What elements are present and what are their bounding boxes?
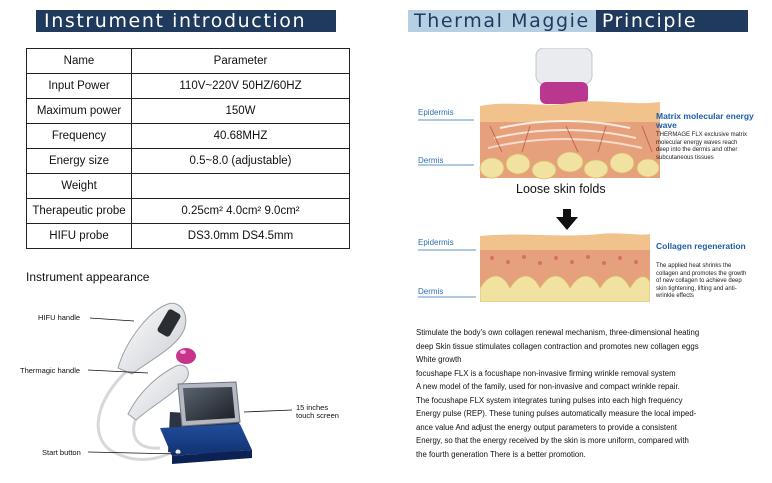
matrix-energy-text: THERMAGE FLX exclusive matrix molecular energy waves reach deep into the dermis and other subcutaneous tissues xyxy=(656,132,748,161)
epidermis-label-bottom: Epidermis xyxy=(418,238,454,247)
start-button-label: Start button xyxy=(42,448,81,457)
thermagic-callout-line xyxy=(88,370,148,373)
paragraph-line: Energy pulse (REP). These tuning pulses automatically measure the local imped- xyxy=(416,409,697,418)
table-row xyxy=(27,199,350,224)
principle-banner xyxy=(408,10,748,32)
paragraph-line: The focushape FLX system integrates tuning pulses into each high frequency xyxy=(416,395,683,405)
thermagic-handle-label: Thermagic handle xyxy=(20,366,81,375)
row-name: Frequency xyxy=(27,124,132,149)
banner-title: Instrument introduction xyxy=(44,10,307,32)
row-name: Input Power xyxy=(27,74,132,99)
row-name: Therapeutic probe xyxy=(27,199,132,224)
table-row xyxy=(27,174,350,199)
row-name: HIFU probe xyxy=(27,224,132,249)
header-parameter: Parameter xyxy=(132,49,350,74)
row-value: 0.25cm² 4.0cm² 9.0cm² xyxy=(132,199,350,224)
table-row xyxy=(27,124,350,149)
collagen-regeneration-text: The applied heat shrinks the collagen and promotes the growth of new collagen to achieve deep skin tightening, lifting and anti-wrinkle effects xyxy=(656,263,747,299)
row-value: DS3.0mm DS4.5mm xyxy=(132,224,350,249)
loose-skin-caption: Loose skin folds xyxy=(516,182,606,196)
row-value xyxy=(132,174,350,199)
table-header-row xyxy=(27,49,350,74)
label-guides-top xyxy=(418,118,478,168)
row-value: 0.5~8.0 (adjustable) xyxy=(132,149,350,174)
skin-diagram-before xyxy=(470,48,660,180)
header-name: Name xyxy=(27,49,132,74)
hifu-handle-shape xyxy=(118,303,186,374)
principle-paragraph xyxy=(416,326,756,461)
epidermis-label-top: Epidermis xyxy=(418,108,454,117)
paragraph-line: Energy, so that the energy received by the skin is more uniform, compared with xyxy=(416,436,689,445)
skin-diagram-after xyxy=(480,232,650,302)
row-value: 150W xyxy=(132,99,350,124)
table-row xyxy=(27,149,350,174)
row-name: Weight xyxy=(27,174,132,199)
row-name: Maximum power xyxy=(27,99,132,124)
banner-highlight: Thermal Maggie xyxy=(408,10,596,32)
touch-screen-callout-line xyxy=(244,410,292,412)
touch-screen-label-line2: touch screen xyxy=(296,411,339,420)
paragraph-line: the fourth generation There is a better promotion. xyxy=(416,449,586,459)
paragraph-line: White growth xyxy=(416,355,462,364)
hifu-handle-label: HIFU handle xyxy=(38,313,81,322)
row-name: Energy size xyxy=(27,149,132,174)
collagen-regeneration-title: Collagen regeneration xyxy=(656,241,746,251)
paragraph-line: Stimulate the body's own collagen renewal mechanism, three-dimensional heating xyxy=(416,328,700,337)
row-value: 110V~220V 50HZ/60HZ xyxy=(132,74,350,99)
spec-table xyxy=(26,48,350,249)
touch-screen-label-line1: 15 inches xyxy=(296,403,329,412)
table-row xyxy=(27,99,350,124)
matrix-energy-title: Matrix molecular energy wave xyxy=(656,111,754,130)
hifu-callout-line xyxy=(90,318,134,321)
start-button-callout-line xyxy=(88,452,180,454)
dermis-label-top: Dermis xyxy=(418,156,444,165)
down-arrow-icon xyxy=(556,209,578,231)
paragraph-line: A new model of the family, used for non-invasive and compact wrinkle repair. xyxy=(416,382,680,391)
paragraph-line: focushape FLX is a focushape non-invasive firming wrinkle removal system xyxy=(416,368,676,378)
row-value: 40.68MHZ xyxy=(132,124,350,149)
banner-rest: Principle xyxy=(601,10,698,32)
dermis-label-bottom: Dermis xyxy=(418,287,444,296)
console-shape xyxy=(160,382,252,464)
appearance-heading: Instrument appearance xyxy=(26,270,150,284)
paragraph-line: deep Skin tissue stimulates collagen contraction and promotes new collagen eggs xyxy=(416,341,699,351)
instrument-introduction-banner xyxy=(36,10,336,32)
table-row xyxy=(27,74,350,99)
paragraph-line: ance value And adjust the energy output parameters to provide a consistent xyxy=(416,422,677,432)
label-guides-bottom xyxy=(418,248,478,300)
table-row xyxy=(27,224,350,249)
touch-screen-label xyxy=(296,404,339,420)
